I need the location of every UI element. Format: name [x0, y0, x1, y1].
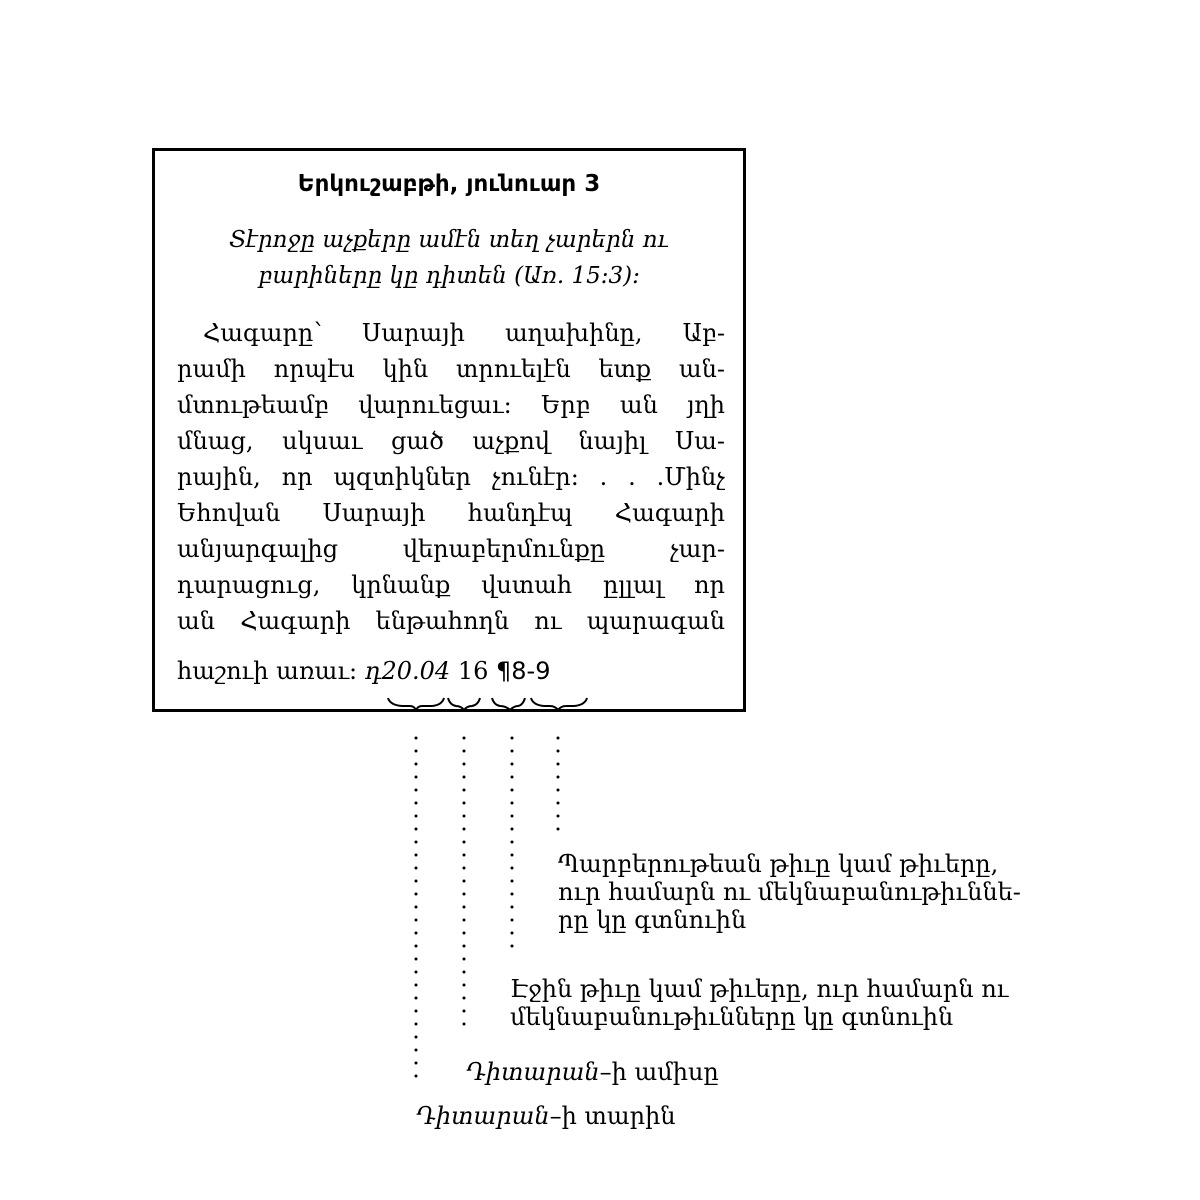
body-line: մնաց, սկսաւ ցած աչքով նայիլ Սա- — [177, 427, 725, 455]
callout-text: –ի ամիսը — [599, 1058, 719, 1086]
callout-publication-name: Դիտարան — [466, 1058, 600, 1086]
callout-page — [510, 975, 1008, 1031]
date-heading: Երկուշաբթի, յունուար 3 — [297, 171, 601, 197]
page-brace — [492, 698, 525, 710]
body-line: անյարգալից վերաբերմունքը չար- — [177, 535, 725, 563]
callout-line: մեկնաբանութիւնները կը գտնուին — [510, 1003, 954, 1031]
body-line-end: հաշուի առաւ: — [177, 657, 358, 685]
callout-text: –ի տարին — [549, 1102, 676, 1130]
body-line: Հագարը՝ Սարայի աղախինը, Աբ- — [203, 319, 725, 347]
callout-line: ուր համարն ու մեկնաբանութիւննե- — [558, 878, 1021, 906]
body-line: րային, որ պզտիկներ չունէր: . . .Մինչ — [177, 463, 725, 491]
verse-line: Տէրոջը աչքերը ամէն տեղ չարերն ու — [229, 227, 669, 253]
reference-paragraph: ¶8-9 — [496, 657, 551, 685]
body-line: մտութեամբ վարուեցաւ: Երբ ան յղի — [177, 391, 725, 419]
callout-publication-name: Դիտարան — [416, 1102, 550, 1130]
body-line: Եհովան Սարայի հանդէպ Հագարի — [177, 499, 725, 527]
year-brace — [388, 698, 444, 710]
callout-line: Էջին թիւը կամ թիւերը, ուր համարն ու — [510, 975, 1009, 1003]
body-line: ան Հագարի ենթահողն ու պարագան — [177, 607, 725, 635]
callout-paragraph — [558, 850, 1021, 934]
paragraph-brace — [531, 698, 587, 710]
body-line: դարացուց, կրնանք վստահ ըլլալ որ — [177, 571, 725, 599]
callout-line: Պարբերութեան թիւը կամ թիւերը, — [558, 850, 999, 878]
callout-year — [416, 1102, 676, 1130]
callout-line: րը կը գտնուին — [558, 906, 747, 934]
reference-year: դ20. — [364, 657, 420, 685]
verse-line: բարիները կը դիտեն (Առ. 15:3): — [258, 263, 640, 289]
reference-page: 16 — [457, 657, 489, 685]
reference-month: 04 — [419, 657, 451, 685]
body-line: րամի որպէս կին տրուելէն ետք ան- — [177, 355, 725, 383]
month-brace — [448, 698, 480, 710]
callout-month — [466, 1058, 719, 1086]
